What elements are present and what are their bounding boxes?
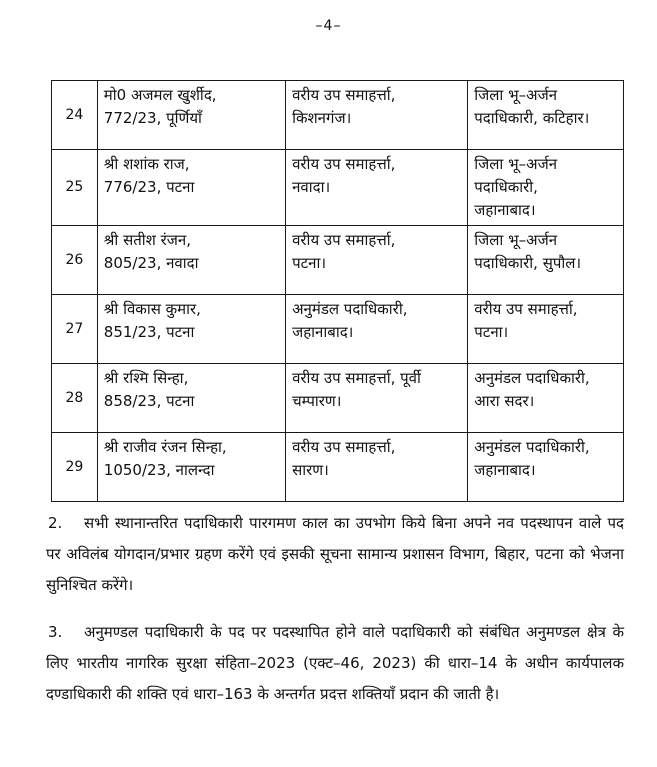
current-posting-line: वरीय उप समाहर्त्ता, — [292, 86, 396, 104]
serial-number: 28 — [52, 364, 98, 433]
new-posting — [468, 81, 624, 150]
paragraph-text: सभी स्थानान्तरित पदाधिकारी पारगमण काल का उपभोग किये बिना अपने नव पदस्थापन वाले पद पर अविलंब योगदान/प्रभार ग्रहण करेंगे एवं इसकी सूचना सामान्य प्रशासन विभाग, बिहार, पटना को भेजना सुनिश्चित करेंगे। — [46, 514, 624, 594]
current-posting — [286, 433, 468, 502]
table-row — [52, 150, 624, 226]
officer-name-line: 772/23, पूर्णियाँ — [103, 109, 202, 127]
officer-name-line: श्री राजीव रंजन सिन्हा, — [103, 438, 227, 456]
current-posting-line: चम्पारण। — [292, 392, 342, 410]
new-posting-line: अनुमंडल पदाधिकारी, — [474, 438, 590, 456]
table-row — [52, 81, 624, 150]
serial-number: 25 — [52, 150, 98, 226]
current-posting-line: पटना। — [292, 254, 327, 272]
new-posting-line: अनुमंडल पदाधिकारी, — [474, 369, 590, 387]
current-posting-line: वरीय उप समाहर्त्ता, — [292, 231, 396, 249]
paragraph-2 — [46, 508, 624, 601]
table-row — [52, 226, 624, 295]
officer-name-line: 776/23, पटना — [103, 178, 195, 196]
current-posting-line: किशनगंज। — [292, 109, 352, 127]
transfer-table — [51, 80, 624, 502]
new-posting — [468, 364, 624, 433]
new-posting-line: जहानाबाद। — [474, 201, 536, 219]
officer-name-line: मो0 अजमल खुर्शीद, — [103, 86, 217, 104]
new-posting — [468, 433, 624, 502]
new-posting-line: पदाधिकारी, — [474, 178, 538, 196]
officer-name — [97, 226, 285, 295]
new-posting-line: पदाधिकारी, सुपौल। — [474, 254, 582, 272]
table-row — [52, 295, 624, 364]
current-posting-line: वरीय उप समाहर्त्ता, — [292, 438, 396, 456]
officer-name-line: 1050/23, नालन्दा — [103, 461, 215, 479]
current-posting-line: अनुमंडल पदाधिकारी, — [292, 300, 408, 318]
paragraph-text: अनुमण्डल पदाधिकारी के पद पर पदस्थापित होने वाले पदाधिकारी को संबंधित अनुमण्डल क्षेत्र के लिए भारतीय नागरिक सुरक्षा संहिता–2023 (एक्ट–46, 2023) की धारा–14 के अधीन कार्यपालक दण्डाधिकारी की शक्ति एवं धारा–163 के अन्तर्गत प्रदत्त शक्तियाँ प्रदान की जाती है। — [46, 623, 624, 703]
new-posting — [468, 150, 624, 226]
new-posting — [468, 226, 624, 295]
current-posting-line: जहानाबाद। — [292, 323, 354, 341]
current-posting-line: नवादा। — [292, 178, 331, 196]
paragraph-number: 3. — [48, 623, 63, 641]
table-row — [52, 364, 624, 433]
current-posting — [286, 364, 468, 433]
new-posting — [468, 295, 624, 364]
current-posting — [286, 81, 468, 150]
new-posting-line: जहानाबाद। — [474, 461, 536, 479]
officer-name-line: श्री विकास कुमार, — [103, 300, 201, 318]
transfer-table-body — [52, 81, 624, 502]
page-number: –4– — [315, 18, 342, 34]
current-posting-line: सारण। — [292, 461, 329, 479]
new-posting-line: आरा सदर। — [474, 392, 535, 410]
officer-name — [97, 81, 285, 150]
current-posting — [286, 295, 468, 364]
new-posting-line: वरीय उप समाहर्त्ता, — [474, 300, 578, 318]
officer-name-line: श्री शशांक राज, — [103, 155, 190, 173]
serial-number: 27 — [52, 295, 98, 364]
current-posting-line: वरीय उप समाहर्त्ता, पूर्वी — [292, 369, 421, 387]
new-posting-line: पदाधिकारी, कटिहार। — [474, 109, 590, 127]
table-row — [52, 433, 624, 502]
officer-name — [97, 150, 285, 226]
new-posting-line: जिला भू–अर्जन — [474, 86, 558, 104]
new-posting-line: जिला भू–अर्जन — [474, 231, 558, 249]
serial-number: 24 — [52, 81, 98, 150]
officer-name-line: 851/23, पटना — [103, 323, 195, 341]
serial-number: 29 — [52, 433, 98, 502]
paragraph-number: 2. — [48, 514, 63, 532]
new-posting-line: जिला भू–अर्जन — [474, 155, 558, 173]
officer-name-line: श्री सतीश रंजन, — [103, 231, 191, 249]
officer-name-line: 858/23, पटना — [103, 392, 195, 410]
officer-name-line: श्री रश्मि सिन्हा, — [103, 369, 189, 387]
paragraph-3 — [46, 617, 624, 710]
current-posting — [286, 226, 468, 295]
current-posting — [286, 150, 468, 226]
new-posting-line: पटना। — [474, 323, 509, 341]
officer-name — [97, 433, 285, 502]
officer-name — [97, 364, 285, 433]
current-posting-line: वरीय उप समाहर्त्ता, — [292, 155, 396, 173]
officer-name — [97, 295, 285, 364]
serial-number: 26 — [52, 226, 98, 295]
officer-name-line: 805/23, नवादा — [103, 254, 199, 272]
